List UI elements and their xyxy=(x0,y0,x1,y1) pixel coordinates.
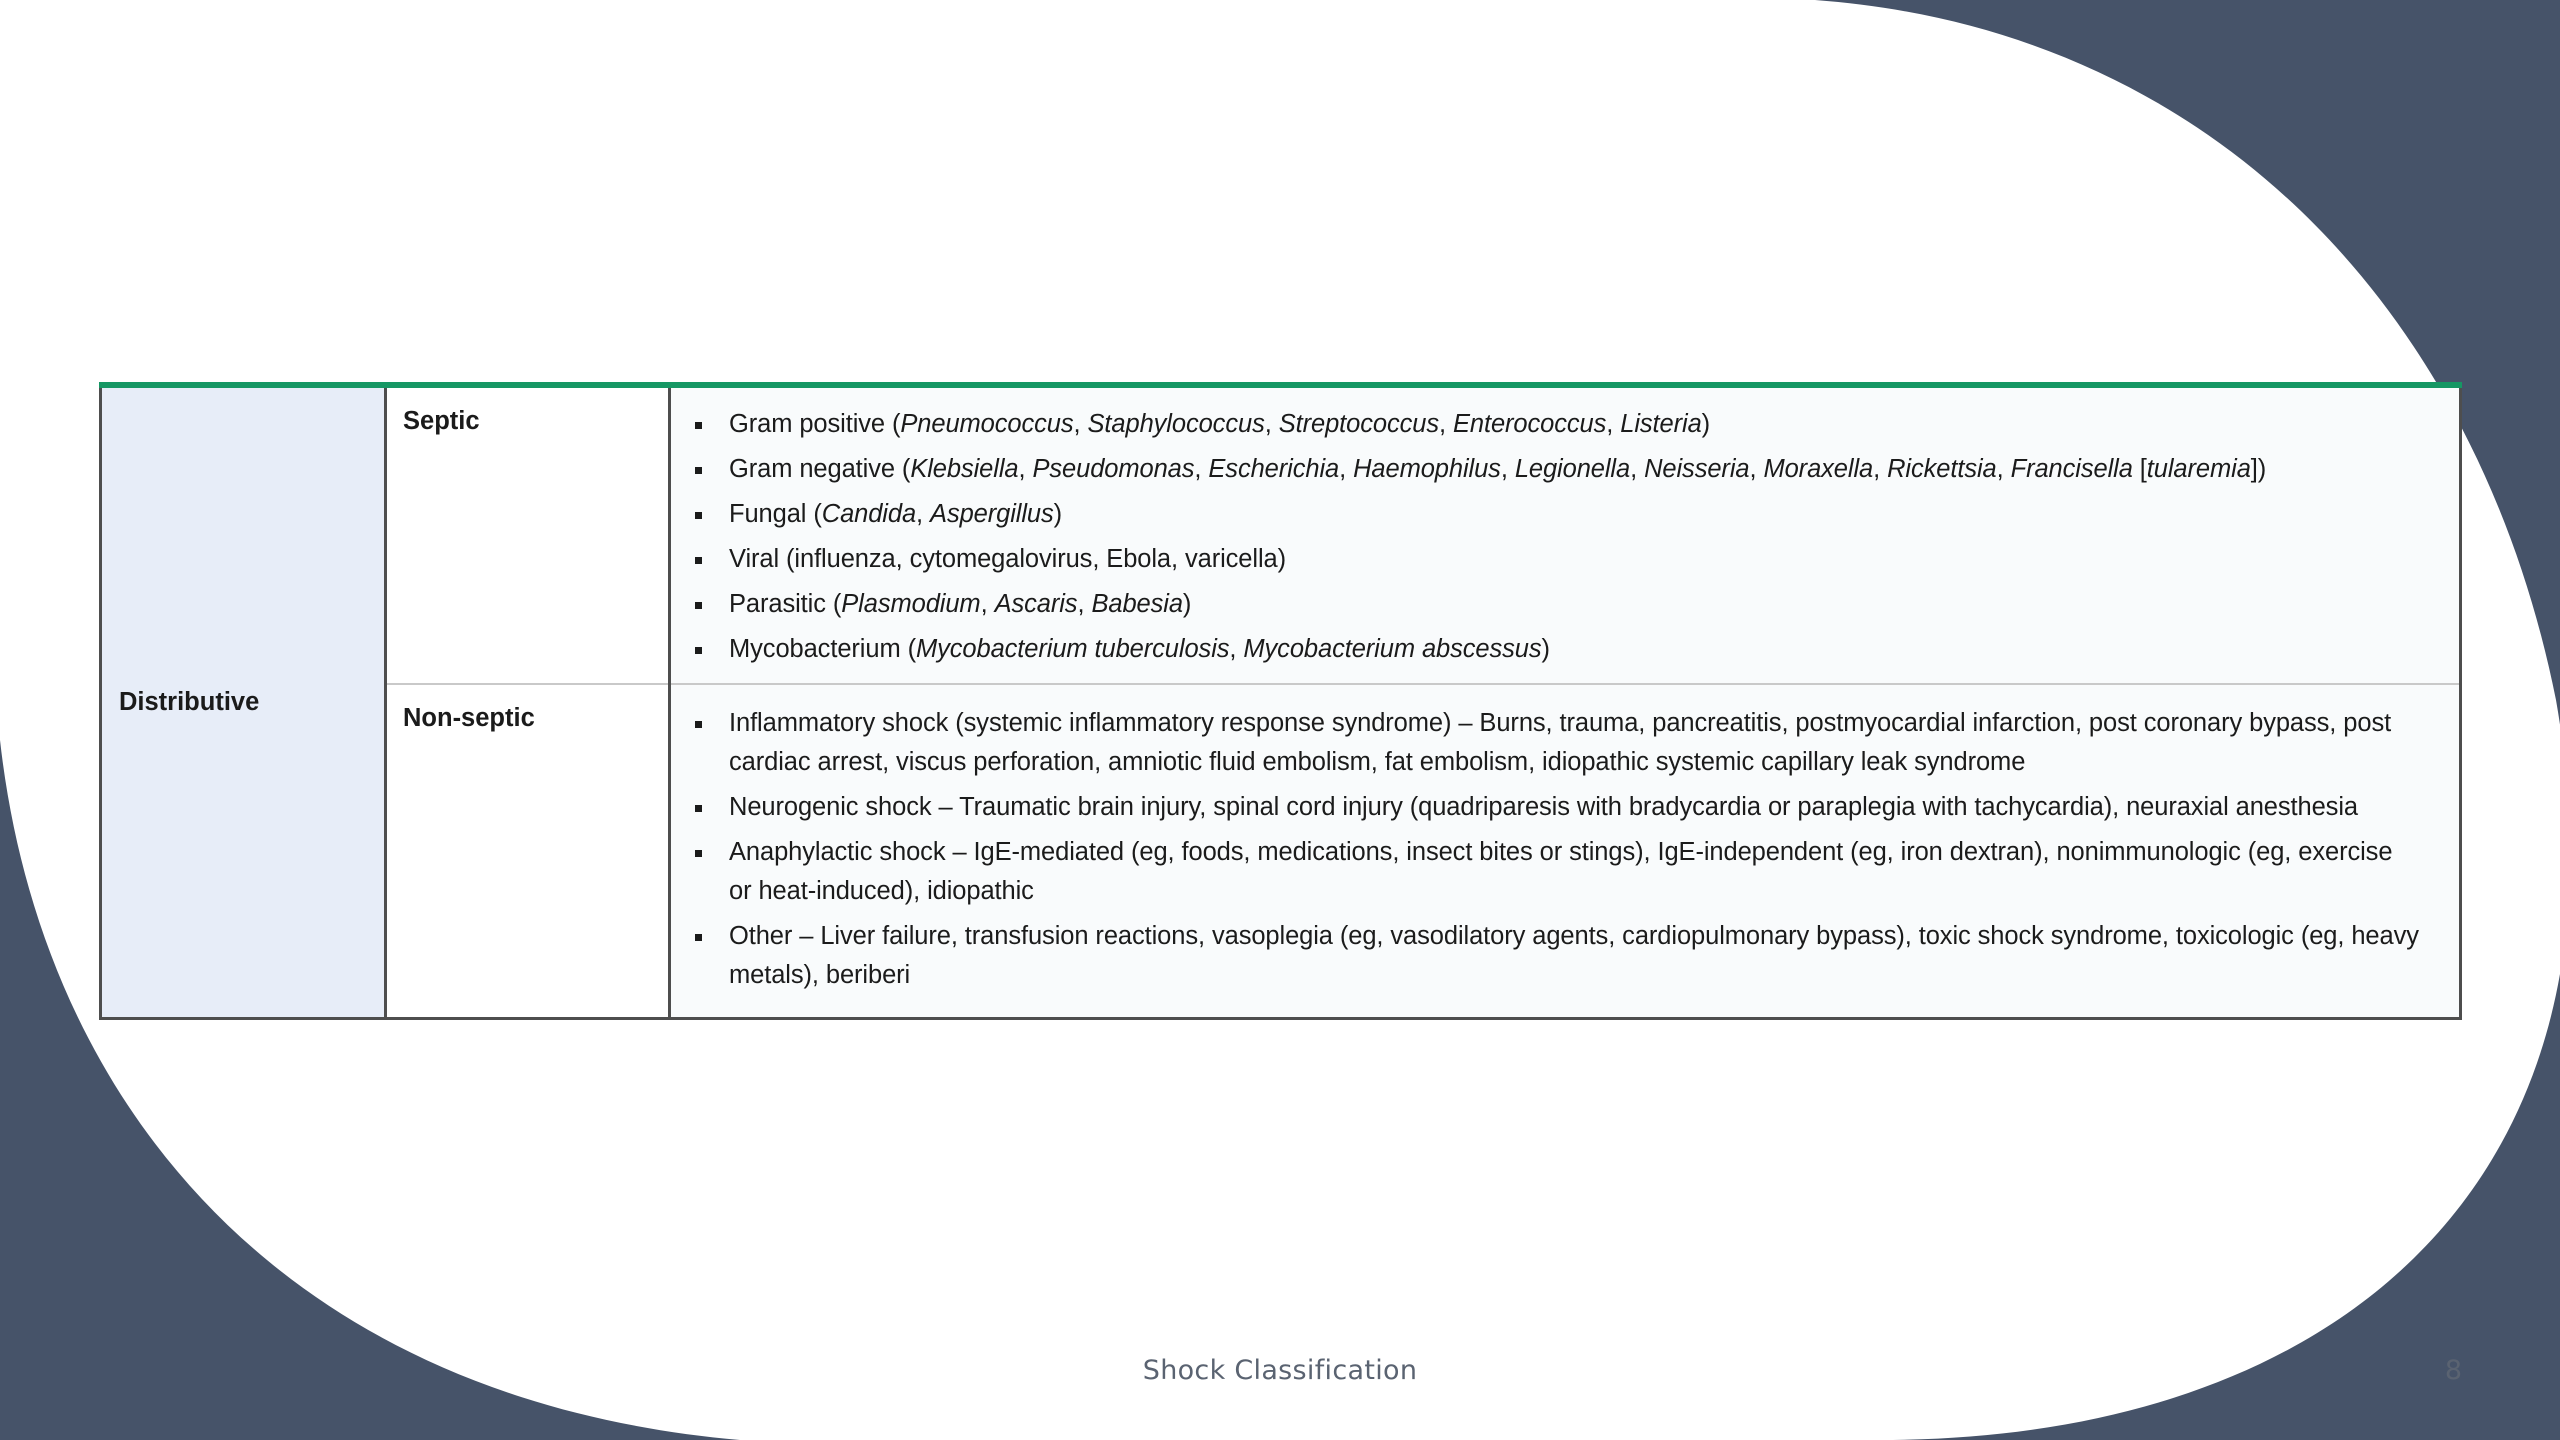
text-run: Viral (influenza, cytomegalovirus, Ebola, varicella) xyxy=(729,545,1286,573)
list-item xyxy=(695,704,2419,782)
text-run: Fungal ( xyxy=(729,500,822,528)
italic-term: Babesia xyxy=(1091,590,1183,618)
text-run: Parasitic ( xyxy=(729,590,842,618)
list-item xyxy=(695,585,2419,624)
text-run: , xyxy=(1630,455,1645,483)
text-run: , xyxy=(1229,635,1244,663)
italic-term: Haemophilus xyxy=(1353,455,1501,483)
list-item xyxy=(695,630,2419,669)
italic-term: Enterococcus xyxy=(1452,410,1607,438)
text-run: [ xyxy=(2132,455,2147,483)
italic-term: Plasmodium xyxy=(841,590,981,618)
italic-term: Streptococcus xyxy=(1278,410,1439,438)
italic-term: Francisella xyxy=(2010,455,2133,483)
shock-classification-table xyxy=(99,382,2462,1020)
shock-type-cell xyxy=(101,385,386,1019)
table-row-nonseptic xyxy=(101,684,2461,1019)
text-run: , xyxy=(916,500,931,528)
italic-term: Klebsiella xyxy=(910,455,1019,483)
text-run: ) xyxy=(1053,500,1063,528)
text-run: ) xyxy=(1182,590,1192,618)
italic-term: Ascaris xyxy=(994,590,1078,618)
subtype-cell-nonseptic xyxy=(386,684,670,1019)
list-item xyxy=(695,833,2419,911)
text-run: Inflammatory shock (systemic inflammatory response syndrome) – Burns, trauma, pancreatitis, postmyocardial infarction, post coronary bypass, post cardiac arrest, viscus perforation, amniotic fluid embolism, fat embolism, idiopathic systemic capillary leak syndrome xyxy=(729,709,2392,776)
item-list-nonseptic xyxy=(695,704,2419,995)
text-run: ) xyxy=(1701,410,1711,438)
text-run: ]) xyxy=(2250,455,2267,483)
list-item xyxy=(695,450,2419,489)
text-run: , xyxy=(1264,410,1279,438)
subtype-label: Non-septic xyxy=(403,704,535,732)
list-item xyxy=(695,540,2419,579)
text-run: , xyxy=(1606,410,1621,438)
italic-term: Mycobacterium tuberculosis xyxy=(915,635,1230,663)
text-run: Anaphylactic shock – IgE-mediated (eg, foods, medications, insect bites or stings), IgE-independent (eg, iron dextran), nonimmunologic (eg, exercise or heat-induced), idiopathic xyxy=(729,838,2393,905)
shock-type-label: Distributive xyxy=(119,688,260,716)
text-run: , xyxy=(1018,455,1033,483)
subtype-label: Septic xyxy=(403,407,480,435)
text-run: , xyxy=(1073,410,1088,438)
table-row-septic xyxy=(101,385,2461,684)
italic-term: Legionella xyxy=(1514,455,1631,483)
subtype-cell-septic xyxy=(386,385,670,684)
text-run: , xyxy=(1339,455,1354,483)
italic-term: Candida xyxy=(821,500,917,528)
text-run: Neurogenic shock – Traumatic brain injury, spinal cord injury (quadriparesis with bradycardia or paraplegia with tachycardia), neuraxial anesthesia xyxy=(729,793,2358,821)
text-run: , xyxy=(1873,455,1888,483)
text-run: , xyxy=(980,590,995,618)
italic-term: Rickettsia xyxy=(1887,455,1997,483)
italic-term: Mycobacterium abscessus xyxy=(1243,635,1542,663)
items-cell-septic xyxy=(670,385,2461,684)
text-run: , xyxy=(1438,410,1453,438)
italic-term: Moraxella xyxy=(1763,455,1874,483)
list-item xyxy=(695,917,2419,995)
list-item xyxy=(695,405,2419,444)
italic-term: Escherichia xyxy=(1208,455,1340,483)
text-run: Other – Liver failure, transfusion reactions, vasoplegia (eg, vasodilatory agents, cardiopulmonary bypass), toxic shock syndrome, toxicologic (eg, heavy metals), beriberi xyxy=(729,922,2419,989)
list-item xyxy=(695,788,2419,827)
italic-term: tularemia xyxy=(2146,455,2251,483)
slide-number: 8 xyxy=(2444,1355,2462,1386)
items-cell-nonseptic xyxy=(670,684,2461,1019)
item-list-septic xyxy=(695,405,2419,669)
italic-term: Listeria xyxy=(1620,410,1702,438)
italic-term: Aspergillus xyxy=(930,500,1054,528)
text-run: Gram positive ( xyxy=(729,410,901,438)
italic-term: Pseudomonas xyxy=(1032,455,1195,483)
text-run: , xyxy=(1749,455,1764,483)
text-run: , xyxy=(1996,455,2011,483)
italic-term: Neisseria xyxy=(1644,455,1750,483)
text-run: , xyxy=(1500,455,1515,483)
text-run: , xyxy=(1077,590,1092,618)
footer-title: Shock Classification xyxy=(1142,1355,1418,1386)
text-run: Mycobacterium ( xyxy=(729,635,916,663)
italic-term: Staphylococcus xyxy=(1087,410,1265,438)
text-run: ) xyxy=(1541,635,1550,663)
italic-term: Pneumococcus xyxy=(900,410,1074,438)
list-item xyxy=(695,495,2419,534)
text-run: , xyxy=(1194,455,1209,483)
text-run: Gram negative ( xyxy=(729,455,911,483)
